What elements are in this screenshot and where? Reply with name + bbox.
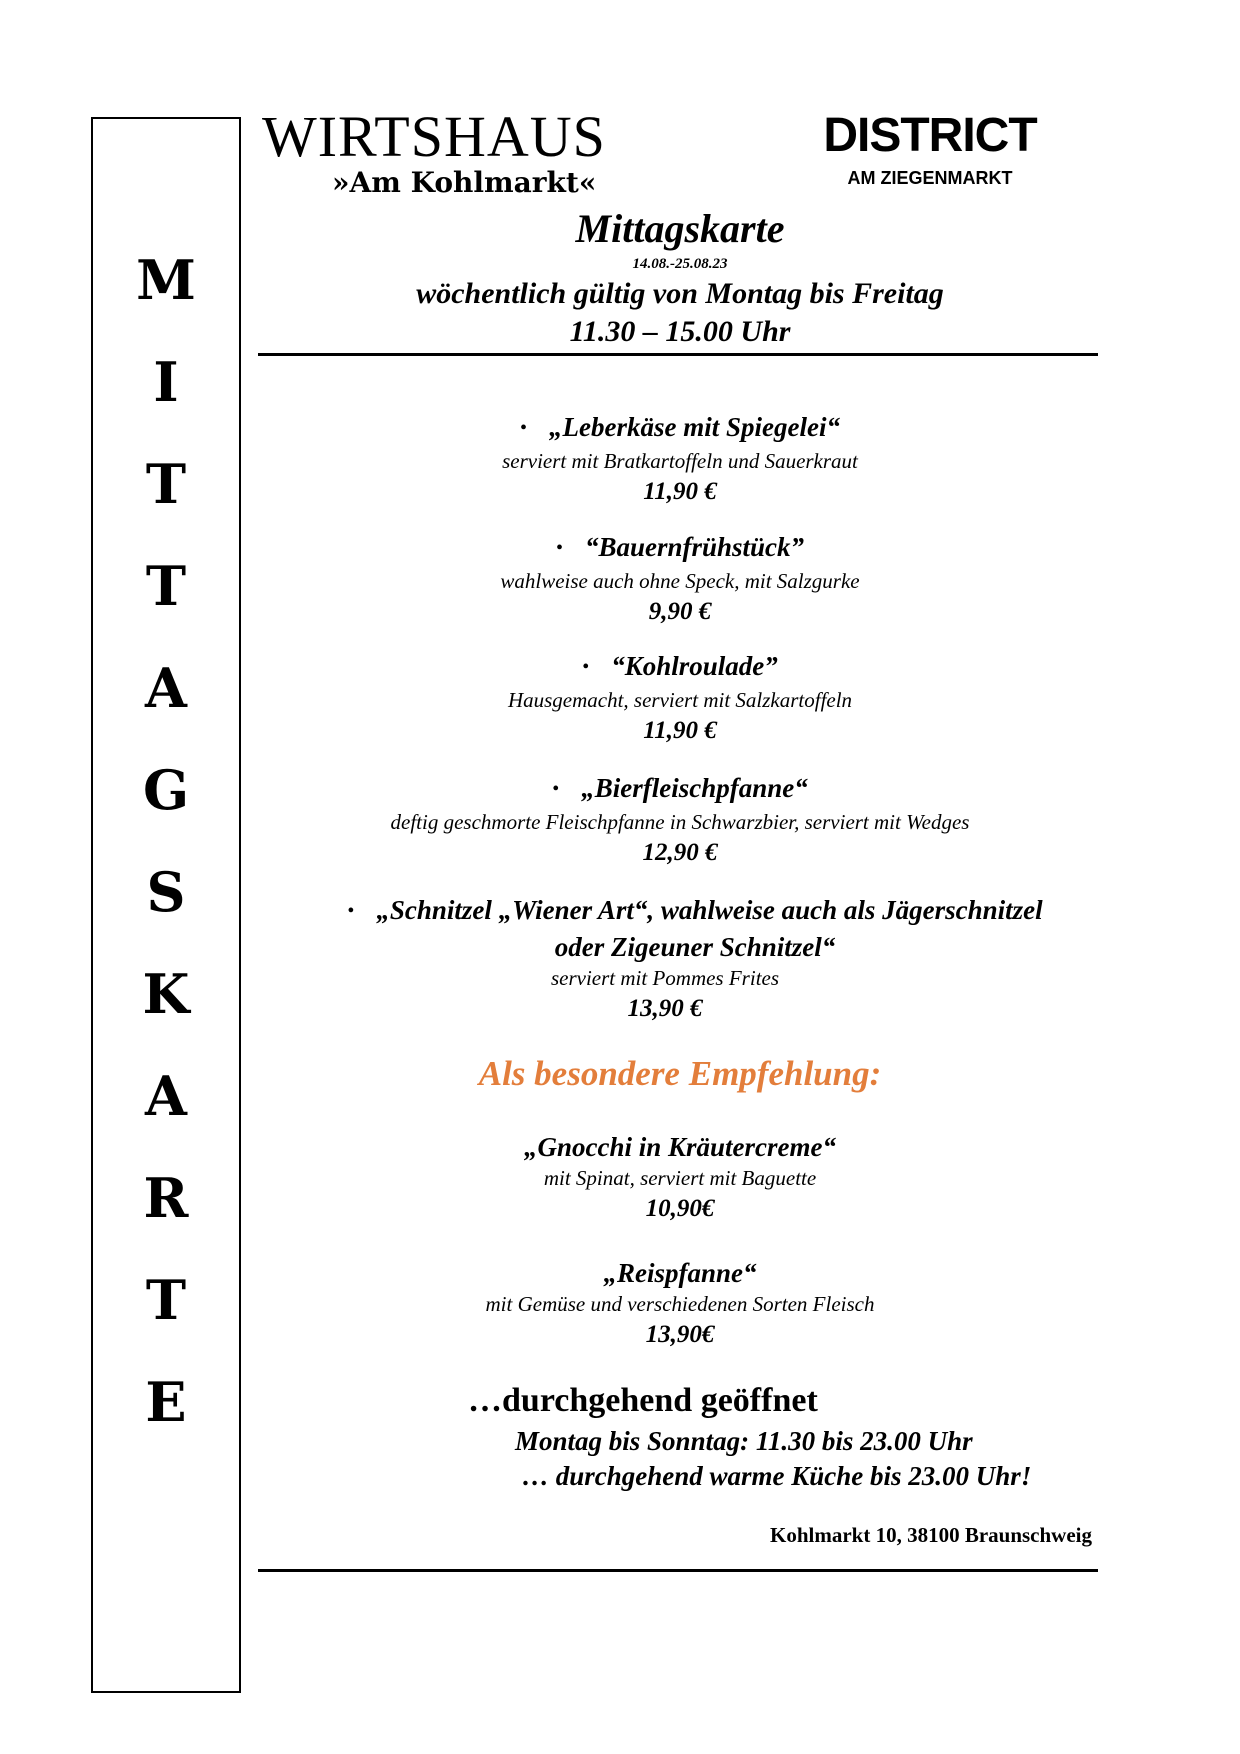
side-letter: T (145, 452, 187, 516)
recommendation-item (260, 1130, 1100, 1226)
menu-item (260, 771, 1100, 870)
menu-item (290, 893, 1100, 1026)
dish-description: serviert mit Pommes Frites (550, 966, 780, 990)
menu-item (260, 530, 1100, 629)
dish-price: 13,90€ (645, 1321, 715, 1348)
side-letter: A (145, 656, 187, 720)
side-letter: T (145, 1268, 187, 1332)
address: Kohlmarkt 10, 38100 Braunschweig (769, 1523, 1092, 1547)
dish-description: mit Spinat, serviert mit Baguette (543, 1166, 817, 1190)
dish-price: 13,90 € (627, 995, 703, 1022)
dish-name: • “Bauernfrühstück” (260, 530, 1100, 567)
side-letter: A (145, 1064, 187, 1128)
dish-name: • „Leberkäse mit Spiegelei“ (260, 410, 1100, 447)
side-letter: G (142, 758, 190, 822)
opening-title: …durchgehend geöffnet (468, 1382, 818, 1419)
wirtshaus-name: WIRTSHAUS (262, 104, 606, 169)
side-letter: I (153, 350, 179, 414)
menu-item (260, 410, 1100, 509)
dish-name: „Reispfanne“ (603, 1258, 757, 1288)
side-banner (91, 117, 241, 1693)
side-letter: M (136, 248, 196, 312)
recommendation-title: Als besondere Empfehlung: (478, 1054, 882, 1093)
dish-name-continued: oder Zigeuner Schnitzel“ (554, 932, 836, 962)
side-letter: E (145, 1370, 187, 1434)
wirtshaus-logo (262, 104, 682, 199)
dish-description: serviert mit Bratkartoffeln und Sauerkraut (502, 449, 858, 473)
opening-hours: Montag bis Sonntag: 11.30 bis 23.00 Uhr (515, 1426, 973, 1456)
dish-price: 10,90€ (645, 1195, 715, 1222)
side-letter: S (146, 860, 186, 924)
dish-price: 12,90 € (642, 839, 718, 866)
dish-price: 11,90 € (643, 478, 717, 505)
recommendation-item (260, 1256, 1100, 1352)
district-logo (780, 110, 1080, 189)
dish-description: mit Gemüse und verschiedenen Sorten Fleisch (485, 1292, 875, 1316)
dish-name: „Gnocchi in Kräutercreme“ (523, 1132, 836, 1162)
page-title: Mittagskarte (575, 206, 785, 251)
side-letter: T (145, 554, 187, 618)
kitchen-hours: … durchgehend warme Küche bis 23.00 Uhr! (522, 1461, 1032, 1491)
date-range: 14.08.-25.08.23 (632, 256, 728, 272)
side-letter: R (143, 1166, 189, 1230)
menu-item (260, 649, 1100, 748)
dish-description: deftig geschmorte Fleischpfanne in Schwarzbier, serviert mit Wedges (390, 810, 970, 834)
side-banner-letters (93, 229, 239, 1453)
dish-name: • “Kohlroulade” (260, 649, 1100, 686)
dish-price: 11,90 € (643, 717, 717, 744)
dish-description: Hausgemacht, serviert mit Salzkartoffeln (507, 688, 853, 712)
validity-text: wöchentlich gültig von Montag bis Freitag (416, 277, 944, 310)
side-letter: K (142, 962, 190, 1026)
lunch-hours: 11.30 – 15.00 Uhr (569, 315, 791, 348)
footer-divider (258, 1569, 1098, 1572)
dish-name: • „Bierfleischpfanne“ (260, 771, 1100, 808)
dish-name: • „Schnitzel „Wiener Art“, wahlweise auch als Jägerschnitzel (290, 893, 1100, 930)
wirtshaus-subtitle: »Am Kohlmarkt« (332, 166, 597, 199)
district-subtitle: AM ZIEGENMARKT (847, 168, 1013, 188)
dish-price: 9,90 € (648, 598, 712, 625)
dish-description: wahlweise auch ohne Speck, mit Salzgurke (500, 569, 860, 593)
district-name: DISTRICT (823, 109, 1037, 162)
header-divider (258, 353, 1098, 356)
